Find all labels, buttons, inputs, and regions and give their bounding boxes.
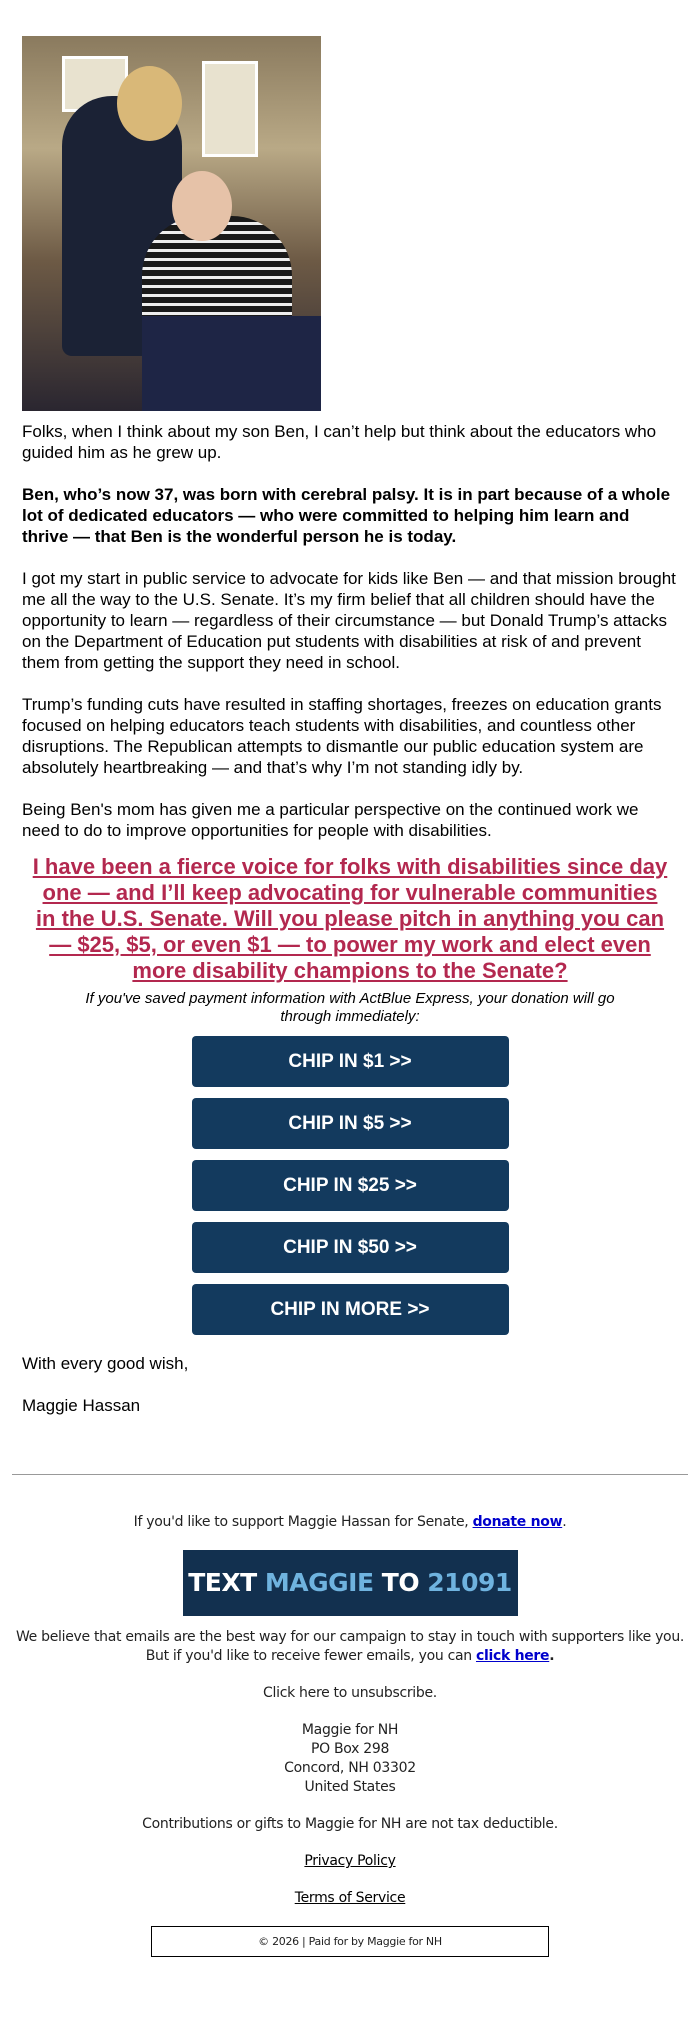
fewer-emails-text: We believe that emails are the best way for our campaign to stay in touch with supporters like you. But if you'd like to receive fewer emails, you can [15,1629,685,1664]
text-maggie-banner[interactable] [183,1550,518,1616]
divider [12,1474,688,1475]
paragraph: I got my start in public service to advocate for kids like Ben — and that mission brought me all the way to the U.S. Senate. It’s my firm belief that all children should have the opportunity to learn — regardless of their circumstance — but Donald Trump’s attacks on the Department of Education put students with disabilities at risk of and prevent them from getting the support they need in school. [22,569,676,672]
paragraph: Folks, when I think about my son Ben, I can’t help but think about the educators who guided him as he grew up. [22,422,657,462]
footer: If you'd like to support Maggie Hassan for Senate, donate now. TEXT MAGGIE TO 21091 We believe that emails are the best way for our campaign to stay in touch with supporters like you. But if you'd like to receive fewer emails, you can click here. Click here to unsubscribe. Maggie for NH PO Box 298 Concord, NH 03302 United States Contributions or gifts to Maggie for NH are not tax deductible. Privacy Policy Terms of Service © 2026 | Paid for by Maggie for NH [0,1513,700,2017]
window-decoration [202,61,258,157]
paragraph: Being Ben's mom has given me a particular perspective on the continued work we need to do to improve opportunities for people with disabilities. [22,800,639,840]
donation-ask-link[interactable]: I have been a fierce voice for folks with disabilities since day one — and I’ll keep advocating for vulnerable communities in the U.S. Senate. Will you please pitch in anything you can — $25, $5, or even $1 — to power my work and elect even more disability champions to the Senate? [32,854,668,983]
photo-figure [172,171,232,241]
banner-shortcode: 21091 [427,1568,512,1597]
address-line: Concord, NH 03302 [284,1760,416,1776]
chip-in-5-button[interactable]: CHIP IN $5 >> [192,1098,509,1149]
tax-note: Contributions or gifts to Maggie for NH are not tax deductible. [142,1816,558,1832]
address-line: PO Box 298 [310,1741,390,1757]
support-text: If you'd like to support Maggie Hassan for Senate, [133,1514,473,1530]
unsubscribe-link[interactable]: Click here to unsubscribe. [263,1685,437,1701]
banner-keyword: MAGGIE [264,1568,382,1597]
photo-figure [117,66,182,141]
privacy-policy-link[interactable]: Privacy Policy [304,1853,396,1869]
banner-text: TO [381,1568,428,1597]
address-line: United States [304,1779,396,1795]
chip-in-50-button[interactable]: CHIP IN $50 >> [192,1222,509,1273]
terms-of-service-link[interactable]: Terms of Service [294,1890,406,1906]
chip-in-25-button[interactable]: CHIP IN $25 >> [192,1160,509,1211]
family-photo [22,36,321,411]
actblue-express-note: If you've saved payment information with ActBlue Express, your donation will go through immediately: [85,990,615,1025]
fewer-emails-link[interactable]: click here [475,1648,550,1664]
chip-in-1-button[interactable]: CHIP IN $1 >> [192,1036,509,1087]
donate-now-link[interactable]: donate now [472,1514,563,1530]
address-line: Maggie for NH [301,1722,399,1738]
paragraph-bold: Ben, who’s now 37, was born with cerebral palsy. It is in part because of a whole lot of dedicated educators — who were committed to helping him learn and thrive — that Ben is the wonderful person he is today. [22,485,671,546]
paragraph: Trump’s funding cuts have resulted in staffing shortages, freezes on education grants focused on helping educators teach students with disabilities, and countless other disruptions. The Republican attempts to dismantle our public education system are absolutely heartbreaking — and that’s why I’m not standing idly by. [22,695,662,777]
chip-in-more-button[interactable]: CHIP IN MORE >> [192,1284,509,1335]
photo-figure [142,316,321,411]
mailing-address [0,1721,700,1797]
paid-for-disclaimer: © 2026 | Paid for by Maggie for NH [151,1926,549,1957]
signature: Maggie Hassan [22,1396,141,1415]
closing: With every good wish, [22,1354,189,1373]
banner-text: TEXT [188,1568,265,1597]
